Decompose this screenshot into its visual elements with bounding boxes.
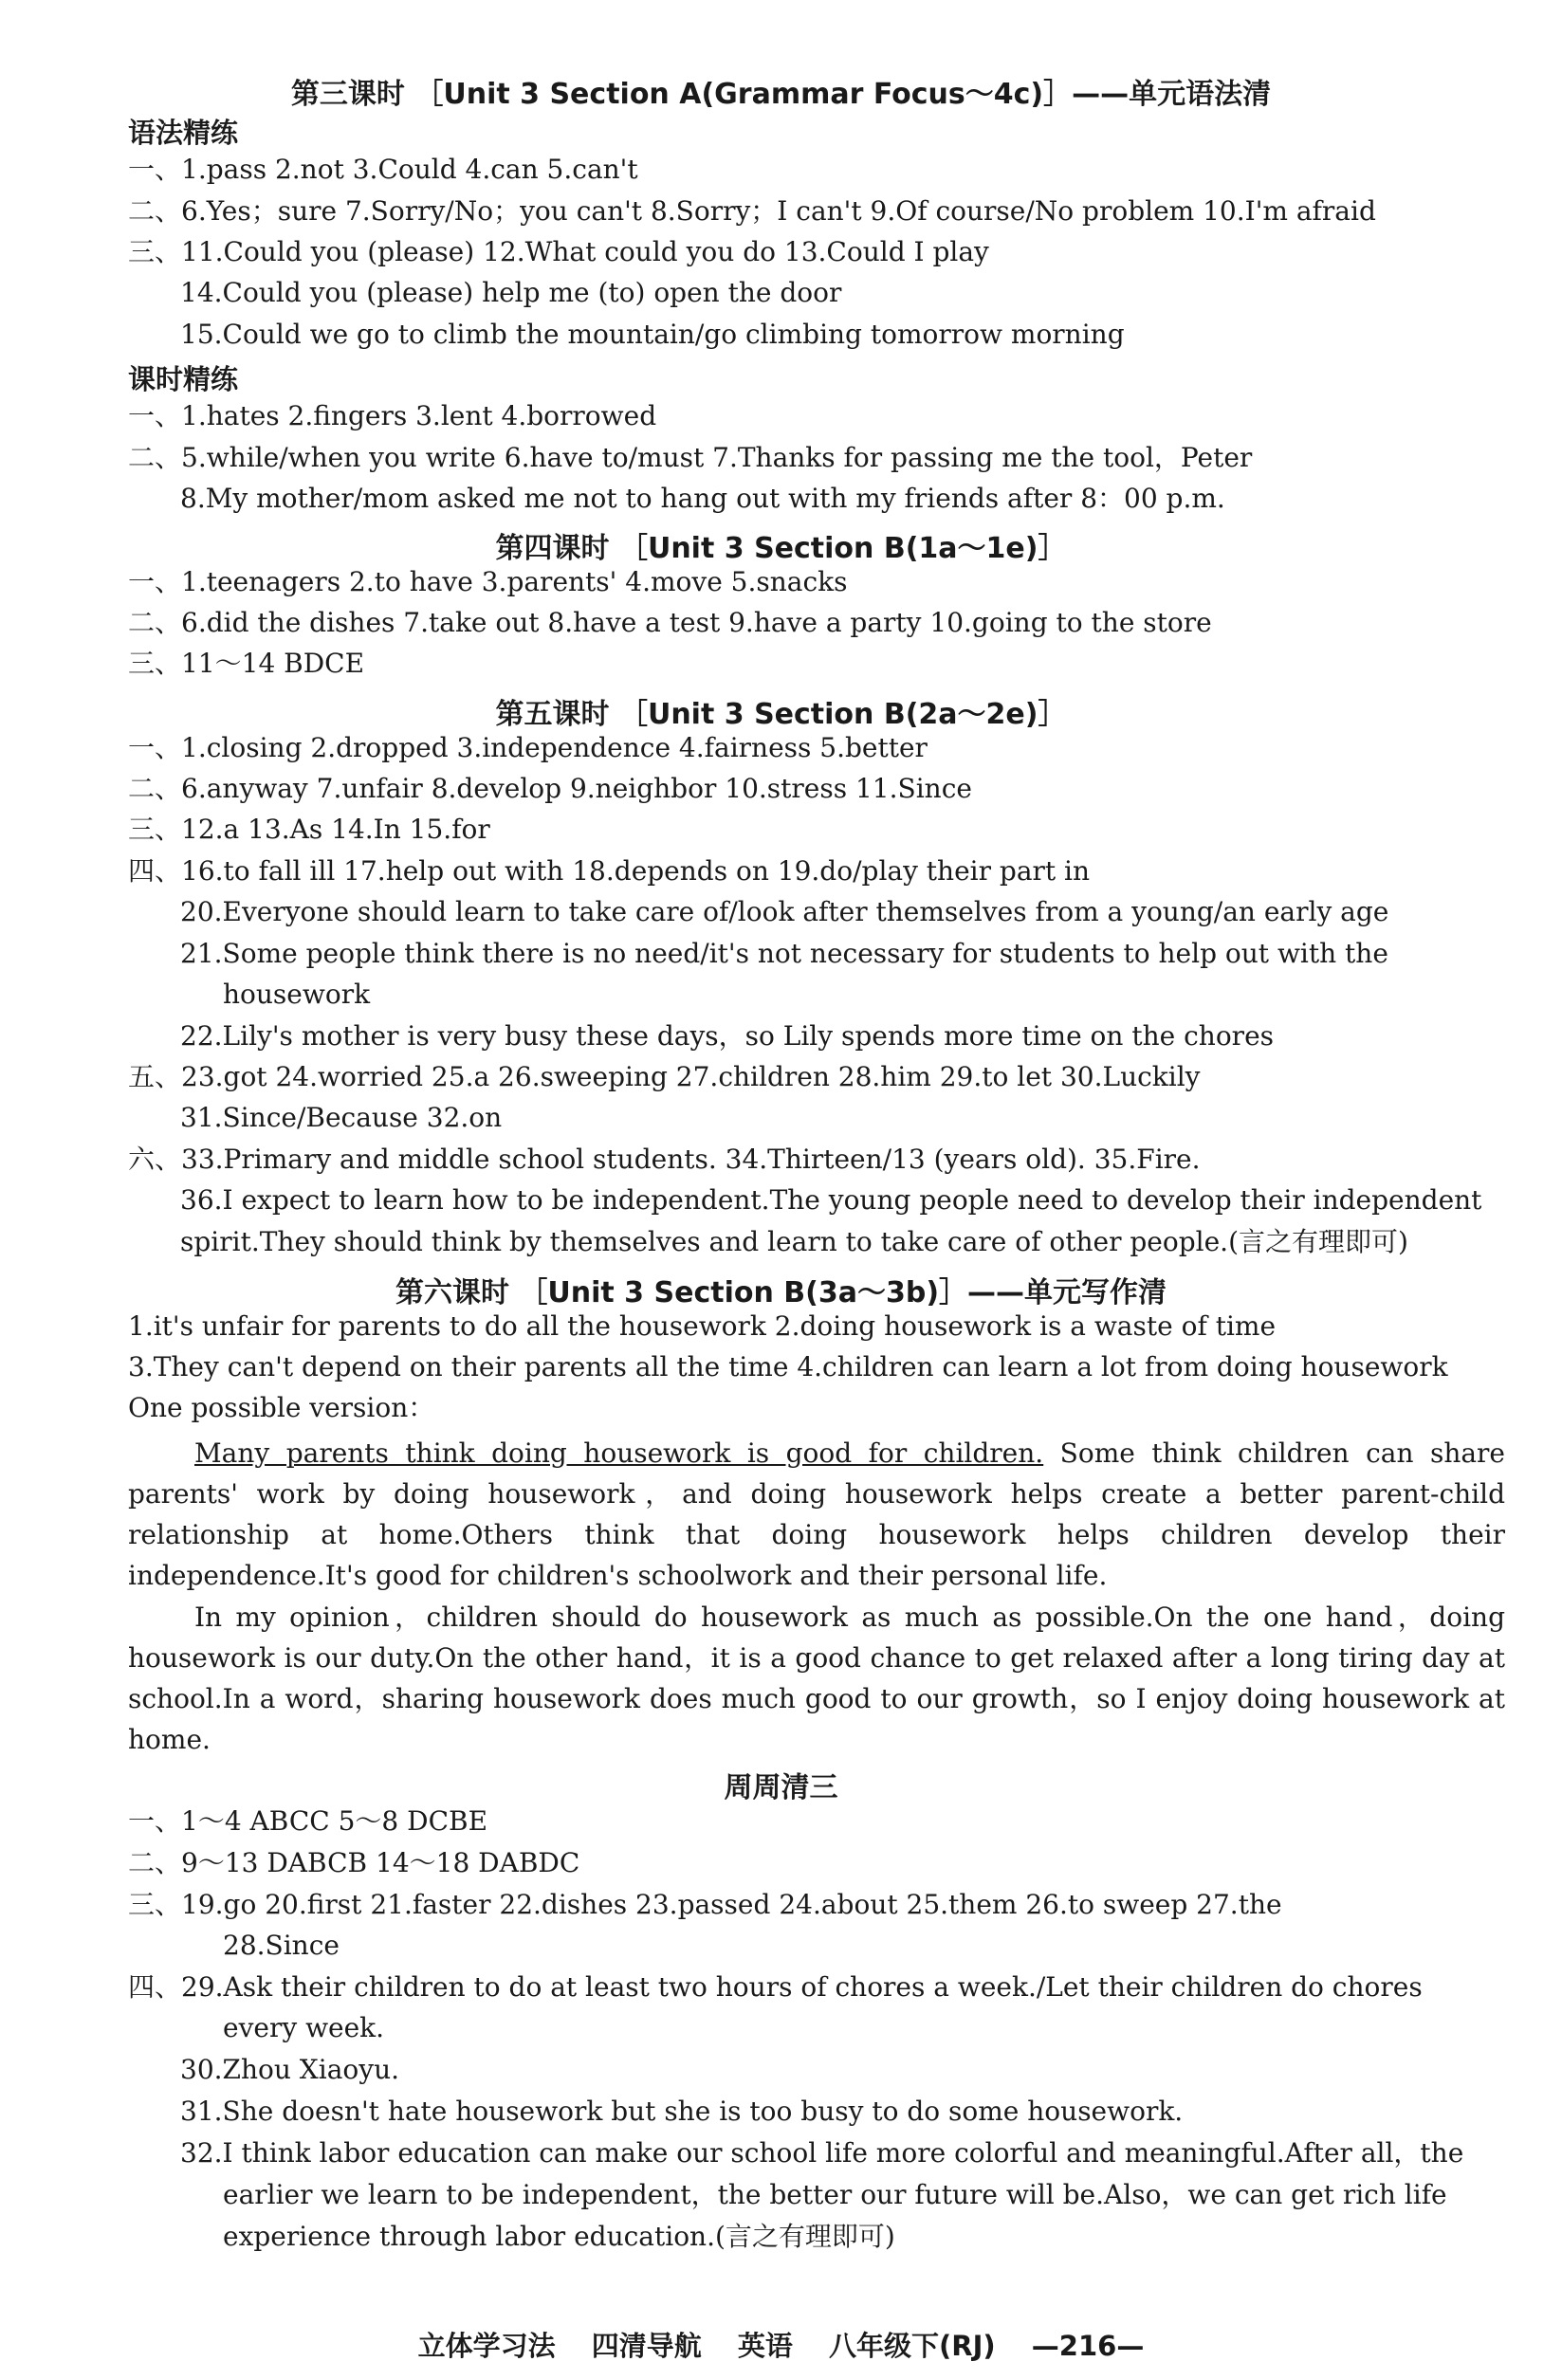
answer-line: 32.I think labor education can make our school life more colorful and meaningful.After all，the — [180, 2137, 1464, 2169]
answer-line: 二、6.Yes；sure 7.Sorry/No；you can't 8.Sorry；I can't 9.Of course/No problem 10.I'm afraid — [128, 195, 1376, 227]
footer-series: 四清导航 — [591, 2330, 702, 2362]
heading-grammar-practice: 语法精练 — [128, 117, 239, 149]
answer-line: 22.Lily's mother is very busy these days，so Lily spends more time on the chores — [180, 1020, 1275, 1052]
answer-line: 一、1.pass 2.not 3.Could 4.can 5.can't — [128, 154, 638, 185]
answer-line: 30.Zhou Xiaoyu. — [180, 2054, 399, 2085]
answer-line: 36.I expect to learn how to be independent.The young people need to develop their independent — [180, 1184, 1482, 1216]
answer-line: 一、1.hates 2.fingers 3.lent 4.borrowed — [128, 400, 657, 431]
answer-line: 一、1.teenagers 2.to have 3.parents' 4.move 5.snacks — [128, 566, 848, 597]
answer-line: spirit.They should think by themselves and learn to take care of other people.(言之有理即可) — [180, 1226, 1408, 1257]
answer-line: 1.it's unfair for parents to do all the housework 2.doing housework is a waste of time — [128, 1310, 1277, 1342]
section-title-lesson4: 第四课时 ［Unit 3 Section B(1a～1e)］ — [495, 532, 1067, 565]
answer-line: 四、16.to fall ill 17.help out with 18.depends on 19.do/play their part in — [128, 855, 1091, 887]
answer-line: 21.Some people think there is no need/it's not necessary for students to help out with the — [180, 938, 1388, 969]
answer-line: 一、1～4 ABCC 5～8 DCBE — [128, 1805, 488, 1837]
model-essay-paragraph-1 — [128, 1433, 1505, 1596]
answer-line: 三、11～14 BDCE — [128, 648, 365, 679]
answer-line: 二、6.did the dishes 7.take out 8.have a test 9.have a party 10.going to the store — [128, 607, 1212, 638]
section-title-lesson6: 第六课时 ［Unit 3 Section B(3a～3b)］——单元写作清 — [395, 1276, 1167, 1309]
model-essay-paragraph-2: In my opinion，children should do housework as much as possible.On the one hand，doing housework is our duty.On the other hand，it is a good chance to get relaxed after a long tiring day at school.In a word，sharing housework does much good to our growth，so I enjoy doing housework at home. — [128, 1602, 1505, 1755]
answer-line: 二、9～13 DABCB 14～18 DABDC — [128, 1847, 580, 1878]
section-title-weekly-review: 周周清三 — [724, 1771, 838, 1804]
answer-line: 二、6.anyway 7.unfair 8.develop 9.neighbor 10.stress 11.Since — [128, 773, 972, 804]
answer-line: 3.They can't depend on their parents all the time 4.children can learn a lot from doing housework — [128, 1351, 1448, 1382]
section-title-lesson5: 第五课时 ［Unit 3 Section B(2a～2e)］ — [495, 698, 1067, 731]
answer-line: 31.Since/Because 32.on — [180, 1102, 503, 1133]
essay-thesis-underlined: Many parents think doing housework is good for children. — [194, 1437, 1044, 1469]
answer-line: 一、1.closing 2.dropped 3.independence 4.fairness 5.better — [128, 732, 928, 763]
answer-line: 二、5.while/when you write 6.have to/must 7.Thanks for passing me the tool，Peter — [128, 442, 1253, 473]
answer-line: every week. — [223, 2012, 385, 2043]
answer-line: housework — [223, 979, 371, 1010]
answer-line: One possible version： — [128, 1392, 435, 1423]
answer-line: 20.Everyone should learn to take care of/look after themselves from a young/an early age — [180, 896, 1389, 927]
essay-paragraph-1-rest: Some think children can share parents' work by doing housework，and doing housework helps create a better parent-child relationship at home.Others think that doing housework helps children develop their independence.It's good for children's schoolwork and their personal life. — [128, 1437, 1506, 1591]
answer-line: 六、33.Primary and middle school students. 34.Thirteen/13 (years old). 35.Fire. — [128, 1144, 1201, 1175]
page-number: —216— — [1031, 2330, 1145, 2362]
answer-line: 8.My mother/mom asked me not to hang out with my friends after 8：00 p.m. — [180, 483, 1225, 514]
answer-line: 14.Could you (please) help me (to) open the door — [180, 277, 842, 308]
answer-line: 三、12.a 13.As 14.In 15.for — [128, 814, 490, 845]
answer-line: earlier we learn to be independent，the better our future will be.Also，we can get rich life — [223, 2179, 1447, 2210]
page-footer — [0, 2325, 1562, 2364]
answer-line: experience through labor education.(言之有理即可) — [223, 2221, 895, 2252]
answer-line: 15.Could we go to climb the mountain/go climbing tomorrow morning — [180, 319, 1125, 350]
answer-line: 31.She doesn't hate housework but she is too busy to do some housework. — [180, 2096, 1184, 2127]
footer-grade: 八年级下(RJ) — [829, 2330, 996, 2362]
footer-subject: 英语 — [737, 2330, 793, 2362]
footer-book: 立体学习法 — [417, 2330, 556, 2362]
heading-lesson-practice: 课时精练 — [128, 363, 239, 395]
answer-line: 28.Since — [223, 1930, 340, 1961]
answer-line: 三、11.Could you (please) 12.What could you do 13.Could I play — [128, 236, 989, 267]
answer-line: 三、19.go 20.first 21.faster 22.dishes 23.passed 24.about 25.them 26.to sweep 27.the — [128, 1889, 1282, 1920]
answer-line: 四、29.Ask their children to do at least two hours of chores a week./Let their children do chores — [128, 1971, 1423, 2003]
section-title-lesson3: 第三课时 ［Unit 3 Section A(Grammar Focus～4c)］——单元语法清 — [290, 78, 1272, 111]
answer-line: 五、23.got 24.worried 25.a 26.sweeping 27.children 28.him 29.to let 30.Luckily — [128, 1061, 1201, 1092]
